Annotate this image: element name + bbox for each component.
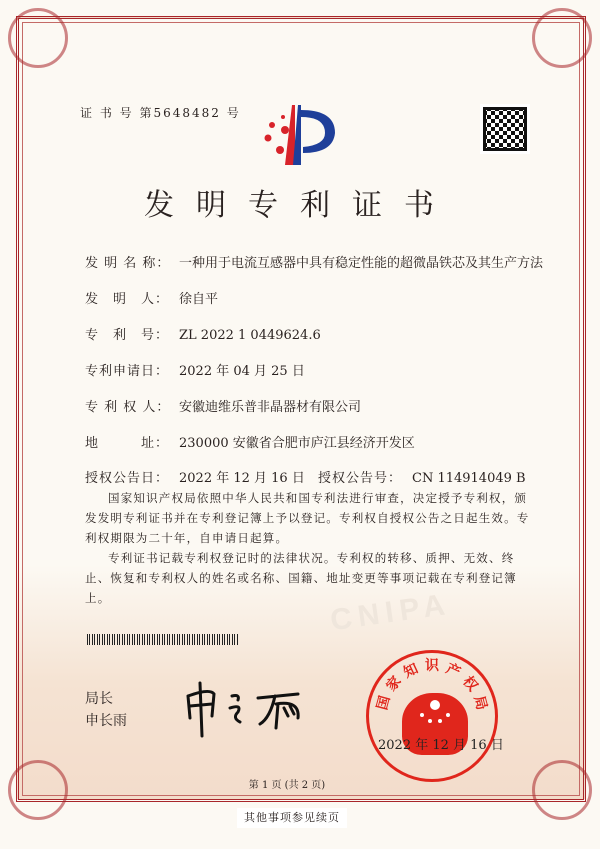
seal-text-char: 局 (470, 694, 490, 712)
seal-date: 2022 年 12 月 16 日 (378, 738, 504, 753)
corner-ornament (8, 8, 68, 68)
seal-text-char: 国 (374, 694, 394, 712)
seal-text-char: 知 (401, 660, 421, 681)
field-value: 230000 安徽省合肥市庐江县经济开发区 (179, 436, 415, 451)
barcode (87, 634, 239, 645)
field-label: 专利申请日： (85, 364, 170, 379)
footer-note: 其他事项参见续页 (237, 808, 347, 828)
field-label: 专 利 权 人： (85, 400, 171, 415)
field-patentee (85, 396, 361, 415)
field-invention-name (85, 252, 543, 271)
field-value: 2022 年 04 月 25 日 (179, 364, 305, 379)
field-label: 地 址： (85, 436, 170, 451)
signature (180, 678, 310, 738)
page-indicator: 第 1 页 (共 2 页) (248, 780, 326, 791)
field-value: 一种用于电流互感器中具有稳定性能的超微晶铁芯及其生产方法 (179, 256, 544, 271)
seal-text (369, 653, 495, 779)
field-label: 发 明 名 称： (85, 256, 171, 271)
field-value: ZL 2022 1 0449624.6 (179, 328, 321, 343)
statement-paragraph: 国家知识产权局依照中华人民共和国专利法进行审查，决定授予专利权，颁发发明专利证书并在专利登记簿上予以登记。专利权自授权公告之日起生效。专利权期限为二十年，自申请日起算。 (85, 491, 530, 545)
qr-code (480, 104, 530, 154)
field-value: 2022 年 12 月 16 日 (179, 471, 305, 486)
field-grant-date (85, 467, 305, 486)
certificate-title: 发明专利证书 (144, 188, 456, 223)
field-label: 发 明 人： (85, 292, 170, 307)
cnipa-logo-icon (255, 105, 345, 165)
watermark: CNIPA (328, 587, 453, 638)
official-seal (366, 650, 498, 782)
seal-text-char: 家 (383, 673, 405, 695)
certificate-number: 证 书 号 第5648482 号 (80, 106, 241, 120)
statement-paragraph: 专利证书记载专利权登记时的法律状况。专利权的转移、质押、无效、终止、恢复和专利权人的姓名或名称、国籍、地址变更等事项记载在专利登记簿上。 (85, 551, 517, 605)
field-label: 专 利 号： (85, 328, 170, 343)
director-title: 局长 (85, 691, 113, 707)
director-name: 申长雨 (85, 713, 127, 729)
seal-text-char: 识 (425, 658, 439, 674)
field-value: CN 114914049 B (412, 471, 526, 486)
field-address (85, 432, 415, 451)
field-application-date (85, 360, 305, 379)
seal-text-char: 权 (459, 673, 481, 695)
corner-ornament (532, 8, 592, 68)
field-value: 徐自平 (179, 292, 219, 307)
field-patent-number (85, 324, 321, 343)
field-inventor (85, 288, 218, 307)
seal-text-char: 产 (443, 660, 463, 681)
statement (85, 488, 530, 608)
field-label: 授权公告号： (318, 471, 403, 486)
field-publication-number (318, 467, 526, 486)
field-value: 安徽迪维乐普非晶器材有限公司 (179, 400, 362, 415)
field-label: 授权公告日： (85, 471, 170, 486)
